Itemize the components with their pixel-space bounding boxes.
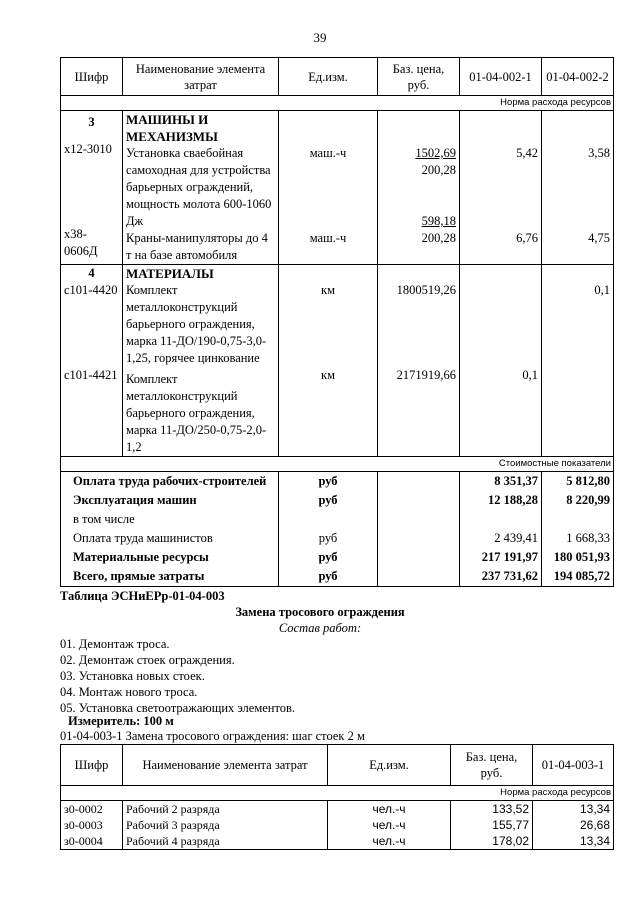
summary-value-2: 5 812,80 [542,472,614,492]
header-price: Баз. цена, руб. [378,58,460,96]
summary-row [61,529,614,548]
summary-row [61,472,614,492]
summary-name: Эксплуатация машин [61,491,279,510]
header-unit: Ед.изм. [328,745,451,786]
summary-value-2: 1 668,33 [542,529,614,548]
summary-name: Всего, прямые затраты [61,567,279,587]
row-code: х38-0606Д [64,227,98,258]
summary-unit: руб [279,529,378,548]
cost-label: Стоимостные показатели [61,457,614,472]
row-price-top: 1502,69 [415,146,456,160]
table-header-row [61,745,614,786]
row-code: з0-0004 [61,833,123,850]
table-label: Таблица ЭСНиЕРр-01-04-003 [60,589,225,603]
row-name: Рабочий 3 разряда [123,817,328,833]
row-unit: чел.-ч [328,833,451,850]
header-col-2: 01-04-002-2 [542,58,614,96]
summary-name: в том числе [61,510,279,529]
row-unit: км [321,368,335,382]
summary-name: Оплата труда машинистов [61,529,279,548]
section-row [61,111,614,265]
row-name: Краны-манипуляторы до 4 т на базе автомобиля [126,231,268,262]
summary-row [61,510,614,529]
summary-value-1: 8 351,37 [460,472,542,492]
item-label: 01-04-003-1 Замена тросового ограждения: шаг стоек 2 м [60,729,365,743]
row-value-2 [545,367,610,384]
work-item: 05. Установка светоотражающих элементов. [60,701,296,715]
work-item: 04. Монтаж нового троса. [60,685,198,699]
table-header-row [61,58,614,96]
row-value-2: 3,58 [588,146,610,160]
section-title: МАШИНЫ И МЕХАНИЗМЫ [126,112,218,144]
summary-unit: руб [279,491,378,510]
row-price: 155,77 [451,817,533,833]
row-unit: чел.-ч [328,817,451,833]
norm-label: Норма расхода ресурсов [61,96,614,111]
meter-label: Измеритель: 100 м [68,714,174,728]
summary-row [61,567,614,587]
work-item: 02. Демонтаж стоек ограждения. [60,653,235,667]
section-title: МАТЕРИАЛЫ [126,266,214,281]
summary-unit: руб [279,472,378,492]
header-price: Баз. цена, руб. [451,745,533,786]
table-row [61,833,614,850]
summary-name: Оплата труда рабочих-строителей [61,472,279,492]
row-code: з0-0002 [61,801,123,818]
summary-value-1: 217 191,97 [460,548,542,567]
row-price: 2171919,66 [396,368,456,382]
work-item: 03. Установка новых стоек. [60,669,205,683]
row-value-1: 5,42 [516,146,538,160]
row-value-1: 13,34 [533,801,614,818]
row-price: 178,02 [451,833,533,850]
cost-row [61,457,614,472]
header-col-1: 01-04-003-1 [533,745,614,786]
summary-value-1: 12 188,28 [460,491,542,510]
summary-value-1: 2 439,41 [460,529,542,548]
section-code: 4 [88,266,95,280]
norm-label: Норма расхода ресурсов [61,786,614,801]
summary-value-2: 194 085,72 [542,567,614,587]
summary-name: Материальные ресурсы [61,548,279,567]
resource-table-01-04-002 [60,57,614,587]
header-name: Наименование элемента затрат [123,745,328,786]
row-code: х12-3010 [64,142,112,156]
row-value-1: 0,1 [522,368,538,382]
row-unit: км [321,283,335,297]
row-value-1: 6,76 [516,231,538,245]
row-code: с101-4420 [64,283,118,297]
summary-value-1: 237 731,62 [460,567,542,587]
row-name: Комплект металлоконструкций барьерного ограждения, марка 11-ДО/190-0,75-3,0-1,25, горячее цинкование [126,283,267,365]
summary-row [61,548,614,567]
summary-value-2: 8 220,99 [542,491,614,510]
section-title: Замена тросового ограждения [235,605,405,619]
row-value-2: 4,75 [588,231,610,245]
row-value-1 [463,282,538,299]
work-item: 01. Демонтаж троса. [60,637,170,651]
header-code: Шифр [61,58,123,96]
row-name: Комплект металлоконструкций барьерного ограждения, марка 11-ДО/250-0,75-2,0-1,2 [126,372,267,454]
row-name: Рабочий 2 разряда [123,801,328,818]
row-code: з0-0003 [61,817,123,833]
header-code: Шифр [61,745,123,786]
row-value-2: 0,1 [594,283,610,297]
summary-unit: руб [279,567,378,587]
row-unit: маш.-ч [309,231,347,245]
row-price-bottom: 200,28 [421,163,456,177]
summary-unit: руб [279,548,378,567]
row-price-bottom: 200,28 [421,231,456,245]
resource-table-01-04-003 [60,744,614,850]
summary-row [61,491,614,510]
norm-row [61,786,614,801]
header-col-1: 01-04-002-1 [460,58,542,96]
page-number: 39 [313,30,327,45]
section-row [61,265,614,457]
row-unit: маш.-ч [309,146,347,160]
section-code: 3 [88,115,95,129]
row-name: Установка сваебойная самоходная для устройства барьерных ограждений, мощность молота 600-1060 Дж [126,146,272,228]
section-subtitle: Состав работ: [278,621,362,635]
summary-value-2: 180 051,93 [542,548,614,567]
table-row [61,801,614,818]
header-name: Наименование элемента затрат [123,58,279,96]
row-value-1: 26,68 [533,817,614,833]
row-value-1: 13,34 [533,833,614,850]
row-unit: чел.-ч [328,801,451,818]
row-price-top: 598,18 [421,214,456,228]
header-unit: Ед.изм. [279,58,378,96]
norm-row [61,96,614,111]
row-price: 133,52 [451,801,533,818]
table-row [61,817,614,833]
row-price: 1800519,26 [396,283,456,297]
row-code: с101-4421 [64,368,118,382]
row-name: Рабочий 4 разряда [123,833,328,850]
